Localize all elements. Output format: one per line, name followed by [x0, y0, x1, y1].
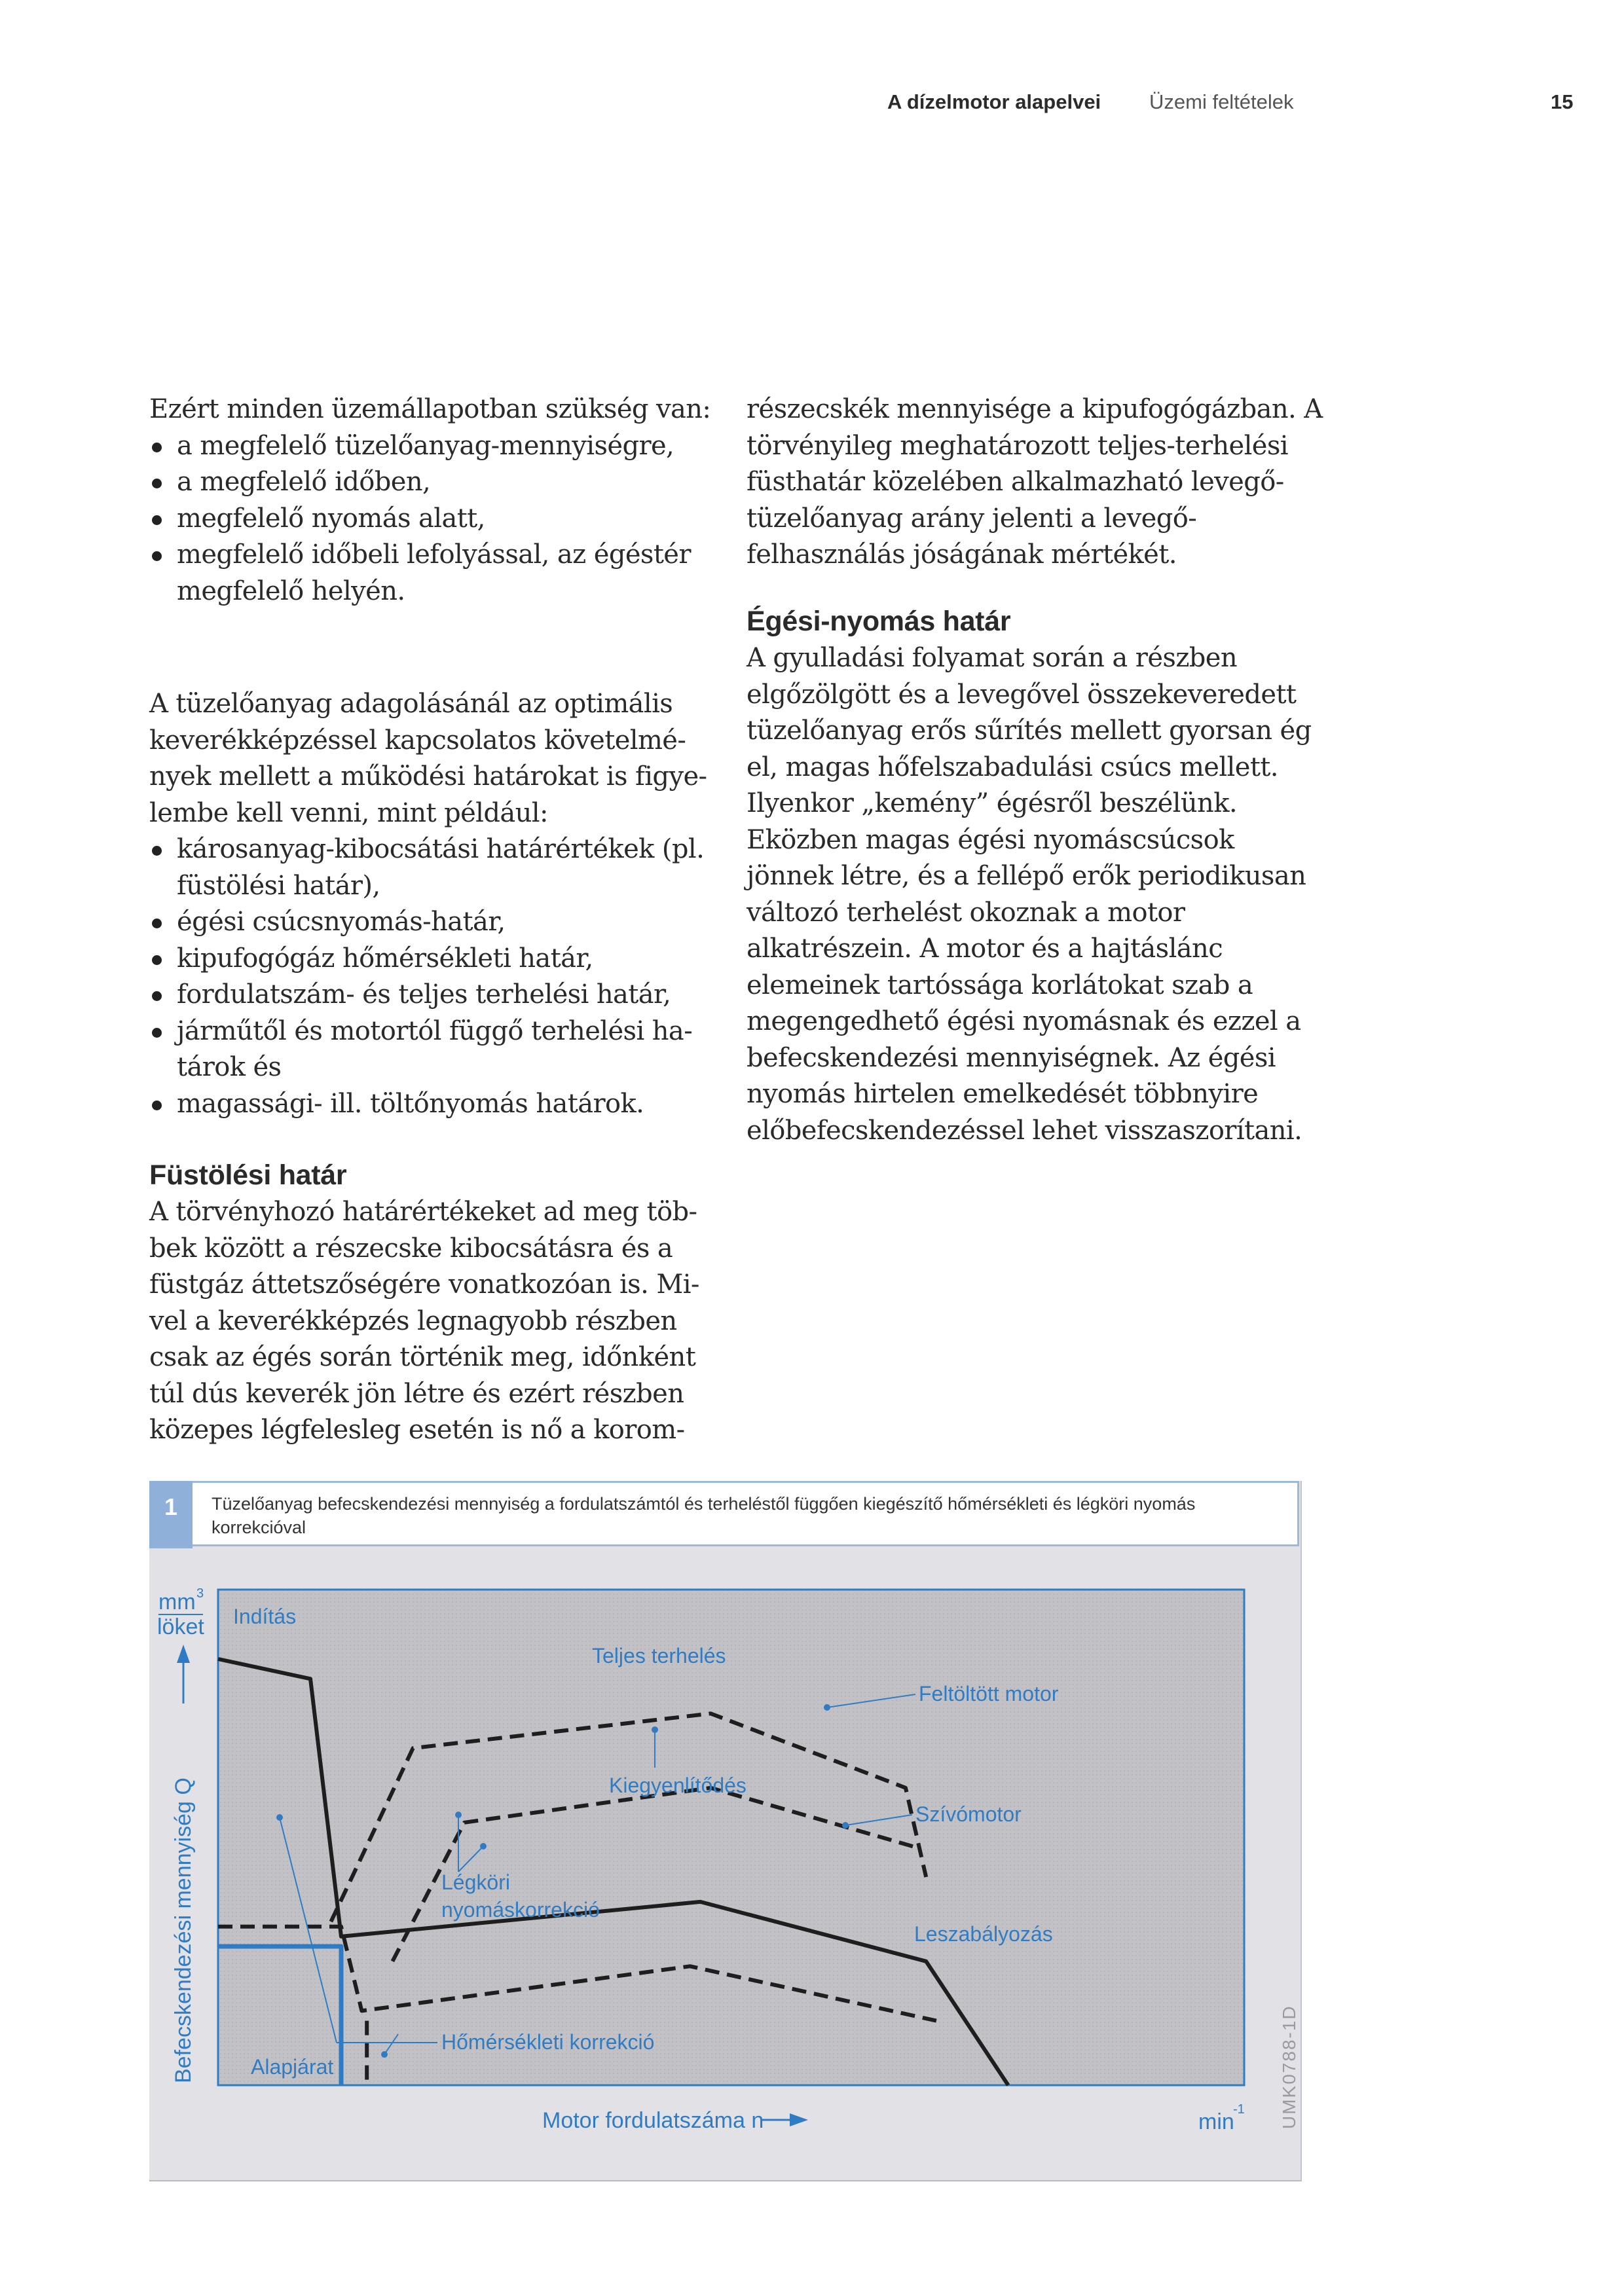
list-item: károsanyag-kibocsátási határértékek (pl. füstölési határ), — [149, 831, 726, 904]
list-item: fordulatszám- és teljes terhelési határ, — [149, 977, 726, 1013]
label-start: Indítás — [233, 1605, 297, 1628]
intro-paragraph: Ezért minden üzemállapotban szükség van: — [149, 394, 711, 424]
x-unit: min — [1198, 2109, 1234, 2134]
y-unit-denominator: löket — [157, 1614, 204, 1639]
limits-paragraph: A tüzelőanyag adagolásánál az optimális keverékképzéssel kapcsolatos követelmények mellett a működési határokat is figyelembe kell venni, mint például: — [149, 689, 708, 828]
label-atm-correction-2: nyomáskorrekció — [441, 1898, 600, 1922]
list-item: magassági- ill. töltőnyomás határok. — [149, 1086, 726, 1123]
y-axis-arrow-icon — [177, 1645, 190, 1704]
figure-code: UMK0788-1D — [1279, 2005, 1299, 2129]
chapter-title: A dízelmotor alapelvei — [887, 90, 1101, 113]
y-unit-superscript: 3 — [196, 1586, 204, 1601]
label-governor: Leszabályozás — [914, 1922, 1053, 1946]
figure-number: 1 — [149, 1481, 193, 1548]
left-limits-block — [149, 686, 726, 1122]
label-turbo-engine: Feltöltött motor — [919, 1682, 1059, 1705]
label-full-load: Teljes terhelés — [592, 1644, 726, 1667]
list-item: megfelelő időbeli lefolyással, az égéstér megfelelő helyén. — [149, 537, 726, 610]
pressure-limit-heading: Égési-nyomás határ — [747, 606, 1011, 637]
smoke-limit-continued — [747, 392, 1323, 574]
running-header — [0, 90, 1624, 117]
label-natural-aspirated: Szívómotor — [915, 1802, 1022, 1826]
intro-bullet-list — [149, 428, 726, 610]
label-atm-correction-1: Légköri — [441, 1870, 510, 1894]
list-item: járműtől és motortól függő terhelési határok és — [149, 1013, 726, 1086]
injection-quantity-chart — [149, 1546, 1301, 2179]
figure-caption-text: Tüzelőanyag befecskendezési mennyiség a fordulatszámtól és terheléstől függően kiegészítő hőmérsékleti és légköri nyomás korrekcióval — [212, 1494, 1196, 1537]
figure-1 — [149, 1481, 1302, 2181]
smoke-limit-heading: Füstölési határ — [149, 1159, 347, 1191]
label-equalization: Kiegyenlítődés — [609, 1774, 747, 1797]
list-item: a megfelelő tüzelőanyag-mennyiségre, — [149, 428, 726, 465]
x-unit-exponent: -1 — [1233, 2102, 1245, 2117]
pressure-limit-paragraph: A gyulladási folyamat során a részben elgőzölgött és a levegővel összekeveredett tüzelőanyag erős sűrítés mellett gyorsan ég el, magas hőfelszabadulási csúcs mellett. Ilyenkor „kemény” égésről beszélünk. Eközben magas égési nyomáscsúcsok jönnek létre, és a fellépő erők periodikusan változó terhelést okoznak a motor alkatrészein. A motor és a hajtáslánc elemeinek tartóssága korlátokat szab a megengedhető égési nyomásnak és ezzel a befecskendezési mennyiségnek. Az égési nyomás hirtelen emelkedését többnyire előbefecskendezéssel lehet visszaszorítani. — [747, 643, 1312, 1146]
list-item: megfelelő nyomás alatt, — [149, 501, 726, 538]
smoke-continued-paragraph: részecskék mennyisége a kipufogógázban. A törvényileg meghatározott teljes-terhelési füsthatár közelében alkalmazható levegő-tüzelőanyag arány jelenti a levegő-felhasználás jóságának mértékét. — [747, 394, 1323, 570]
list-item: kipufogógáz hőmérsékleti határ, — [149, 941, 726, 977]
figure-caption — [149, 1481, 1299, 1546]
smoke-limit-paragraph: A törvényhozó határértékeket ad meg többek között a részecske kibocsátásra és a füstgáz áttetszőségére vonatkozóan is. Mivel a keverékképzés legnagyobb részben csak az égés során történik meg, időnként túl dús keverék jön létre és ezért részben közepes légfelesleg esetén is nő a korom- — [149, 1197, 700, 1445]
left-intro-block — [149, 392, 726, 610]
section-title: Üzemi feltételek — [1149, 90, 1294, 113]
label-idle: Alapjárat — [251, 2055, 334, 2079]
pressure-limit-section — [747, 602, 1323, 1149]
x-axis-arrow-icon — [762, 2113, 808, 2126]
page-number: 15 — [1551, 90, 1574, 113]
list-item: égési csúcsnyomás-határ, — [149, 904, 726, 941]
x-axis-label: Motor fordulatszáma n — [542, 2108, 764, 2133]
y-axis-label: Befecskendezési mennyiség Q — [171, 1777, 196, 2083]
list-item: a megfelelő időben, — [149, 464, 726, 501]
label-temp-correction: Hőmérsékleti korrekció — [441, 2030, 655, 2054]
limits-bullet-list — [149, 831, 726, 1122]
smoke-limit-section — [149, 1156, 726, 1449]
y-unit-numerator: mm — [158, 1590, 196, 1614]
